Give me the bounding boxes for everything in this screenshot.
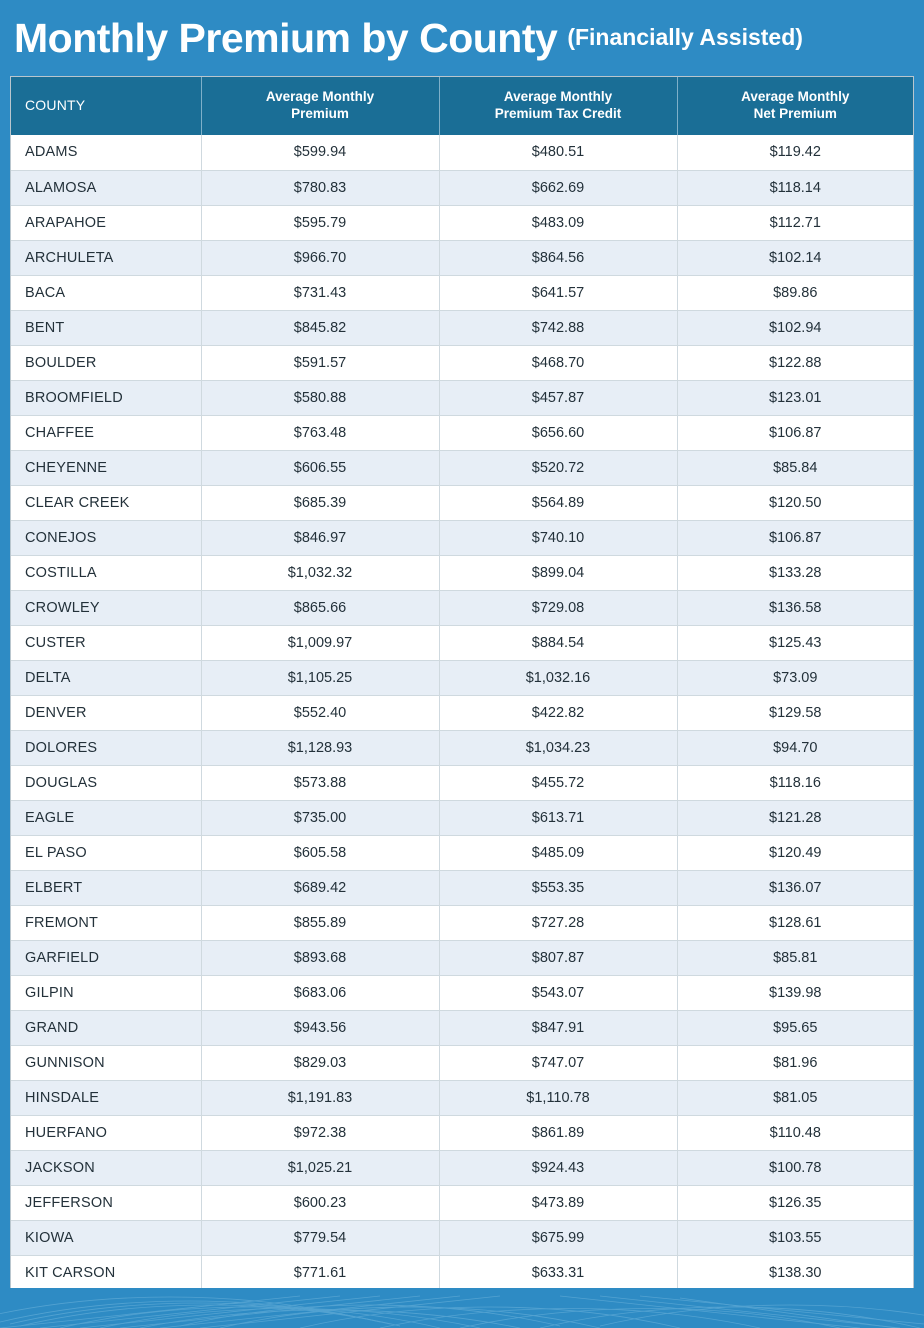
table-row — [11, 765, 913, 800]
cell-average-monthly-premium: $1,032.32 — [201, 555, 439, 590]
page-title: Monthly Premium by County — [14, 14, 558, 61]
cell-average-monthly-net-premium: $123.01 — [677, 380, 913, 415]
cell-average-monthly-premium-tax-credit: $485.09 — [439, 835, 677, 870]
cell-average-monthly-net-premium: $112.71 — [677, 205, 913, 240]
column-header-average-monthly-premium-tax-credit — [439, 77, 677, 135]
cell-average-monthly-premium: $735.00 — [201, 800, 439, 835]
cell-county: BACA — [11, 275, 201, 310]
cell-average-monthly-net-premium: $89.86 — [677, 275, 913, 310]
cell-average-monthly-premium: $591.57 — [201, 345, 439, 380]
table-row — [11, 660, 913, 695]
cell-average-monthly-premium-tax-credit: $899.04 — [439, 555, 677, 590]
cell-average-monthly-premium: $731.43 — [201, 275, 439, 310]
cell-county: ELBERT — [11, 870, 201, 905]
table-row — [11, 1115, 913, 1150]
cell-average-monthly-premium: $605.58 — [201, 835, 439, 870]
cell-county: ARAPAHOE — [11, 205, 201, 240]
cell-county: EL PASO — [11, 835, 201, 870]
table-row — [11, 940, 913, 975]
cell-average-monthly-premium: $600.23 — [201, 1185, 439, 1220]
cell-average-monthly-premium: $689.42 — [201, 870, 439, 905]
cell-average-monthly-net-premium: $119.42 — [677, 135, 913, 170]
cell-county: KIOWA — [11, 1220, 201, 1255]
cell-average-monthly-net-premium: $95.65 — [677, 1010, 913, 1045]
premium-table — [11, 77, 913, 1291]
cell-average-monthly-net-premium: $139.98 — [677, 975, 913, 1010]
table-row — [11, 240, 913, 275]
cell-average-monthly-premium: $829.03 — [201, 1045, 439, 1080]
footer-line-pattern — [0, 1288, 924, 1328]
cell-county: COSTILLA — [11, 555, 201, 590]
cell-average-monthly-premium: $855.89 — [201, 905, 439, 940]
cell-county: GARFIELD — [11, 940, 201, 975]
cell-average-monthly-premium-tax-credit: $807.87 — [439, 940, 677, 975]
table-row — [11, 135, 913, 170]
cell-county: DELTA — [11, 660, 201, 695]
cell-average-monthly-premium-tax-credit: $473.89 — [439, 1185, 677, 1220]
cell-average-monthly-net-premium: $120.50 — [677, 485, 913, 520]
cell-average-monthly-premium-tax-credit: $729.08 — [439, 590, 677, 625]
cell-average-monthly-premium-tax-credit: $543.07 — [439, 975, 677, 1010]
cell-average-monthly-net-premium: $136.58 — [677, 590, 913, 625]
cell-average-monthly-premium-tax-credit: $656.60 — [439, 415, 677, 450]
cell-average-monthly-premium: $845.82 — [201, 310, 439, 345]
cell-average-monthly-premium-tax-credit: $847.91 — [439, 1010, 677, 1045]
cell-average-monthly-premium: $972.38 — [201, 1115, 439, 1150]
cell-average-monthly-premium-tax-credit: $727.28 — [439, 905, 677, 940]
cell-average-monthly-premium-tax-credit: $483.09 — [439, 205, 677, 240]
cell-average-monthly-net-premium: $136.07 — [677, 870, 913, 905]
table-row — [11, 975, 913, 1010]
cell-average-monthly-premium: $779.54 — [201, 1220, 439, 1255]
column-header-line-2: Premium Tax Credit — [494, 106, 622, 121]
cell-average-monthly-net-premium: $106.87 — [677, 520, 913, 555]
table-row — [11, 555, 913, 590]
cell-county: ARCHULETA — [11, 240, 201, 275]
cell-average-monthly-net-premium: $133.28 — [677, 555, 913, 590]
cell-county: GILPIN — [11, 975, 201, 1010]
cell-average-monthly-net-premium: $81.96 — [677, 1045, 913, 1080]
table-body — [11, 135, 913, 1290]
cell-average-monthly-premium: $865.66 — [201, 590, 439, 625]
table-row — [11, 1220, 913, 1255]
page-title-banner — [0, 0, 924, 76]
cell-average-monthly-net-premium: $85.84 — [677, 450, 913, 485]
cell-average-monthly-premium: $683.06 — [201, 975, 439, 1010]
cell-average-monthly-net-premium: $138.30 — [677, 1255, 913, 1290]
table-row — [11, 415, 913, 450]
table-row — [11, 1045, 913, 1080]
cell-average-monthly-premium-tax-credit: $740.10 — [439, 520, 677, 555]
table-row — [11, 275, 913, 310]
cell-average-monthly-premium-tax-credit: $1,110.78 — [439, 1080, 677, 1115]
cell-county: GRAND — [11, 1010, 201, 1045]
column-header-line-1: Average Monthly — [265, 89, 375, 105]
cell-average-monthly-premium: $780.83 — [201, 170, 439, 205]
cell-average-monthly-premium: $1,105.25 — [201, 660, 439, 695]
table-row — [11, 1150, 913, 1185]
cell-average-monthly-premium-tax-credit: $468.70 — [439, 345, 677, 380]
cell-county: ALAMOSA — [11, 170, 201, 205]
cell-county: JEFFERSON — [11, 1185, 201, 1220]
table-row — [11, 520, 913, 555]
cell-average-monthly-premium: $595.79 — [201, 205, 439, 240]
cell-average-monthly-premium: $966.70 — [201, 240, 439, 275]
column-header-average-monthly-net-premium — [677, 77, 913, 135]
cell-average-monthly-premium-tax-credit: $564.89 — [439, 485, 677, 520]
cell-county: EAGLE — [11, 800, 201, 835]
cell-county: BOULDER — [11, 345, 201, 380]
cell-county: CUSTER — [11, 625, 201, 660]
cell-average-monthly-net-premium: $118.14 — [677, 170, 913, 205]
cell-average-monthly-premium-tax-credit: $553.35 — [439, 870, 677, 905]
cell-average-monthly-premium: $552.40 — [201, 695, 439, 730]
cell-county: CLEAR CREEK — [11, 485, 201, 520]
cell-average-monthly-net-premium: $106.87 — [677, 415, 913, 450]
table-row — [11, 310, 913, 345]
table-row — [11, 1010, 913, 1045]
cell-county: CHEYENNE — [11, 450, 201, 485]
cell-average-monthly-premium-tax-credit: $633.31 — [439, 1255, 677, 1290]
cell-average-monthly-net-premium: $126.35 — [677, 1185, 913, 1220]
cell-average-monthly-premium: $580.88 — [201, 380, 439, 415]
cell-county: GUNNISON — [11, 1045, 201, 1080]
cell-average-monthly-net-premium: $103.55 — [677, 1220, 913, 1255]
table-row — [11, 485, 913, 520]
premium-table-container — [10, 76, 914, 1291]
table-row — [11, 800, 913, 835]
cell-county: HUERFANO — [11, 1115, 201, 1150]
table-row — [11, 1255, 913, 1290]
cell-average-monthly-premium-tax-credit: $742.88 — [439, 310, 677, 345]
footer-decoration — [0, 1288, 924, 1328]
cell-county: FREMONT — [11, 905, 201, 940]
cell-average-monthly-premium-tax-credit: $613.71 — [439, 800, 677, 835]
cell-county: HINSDALE — [11, 1080, 201, 1115]
column-header-line-1: Average Monthly — [741, 89, 850, 105]
cell-average-monthly-net-premium: $129.58 — [677, 695, 913, 730]
cell-average-monthly-premium-tax-credit: $864.56 — [439, 240, 677, 275]
cell-average-monthly-net-premium: $128.61 — [677, 905, 913, 940]
cell-average-monthly-net-premium: $125.43 — [677, 625, 913, 660]
cell-average-monthly-premium-tax-credit: $662.69 — [439, 170, 677, 205]
column-header-county: COUNTY — [11, 77, 201, 135]
cell-average-monthly-premium: $685.39 — [201, 485, 439, 520]
cell-average-monthly-net-premium: $118.16 — [677, 765, 913, 800]
cell-average-monthly-premium: $943.56 — [201, 1010, 439, 1045]
cell-average-monthly-premium: $599.94 — [201, 135, 439, 170]
cell-average-monthly-premium-tax-credit: $747.07 — [439, 1045, 677, 1080]
cell-average-monthly-premium-tax-credit: $641.57 — [439, 275, 677, 310]
cell-average-monthly-premium-tax-credit: $675.99 — [439, 1220, 677, 1255]
cell-average-monthly-net-premium: $73.09 — [677, 660, 913, 695]
table-row — [11, 380, 913, 415]
cell-average-monthly-premium-tax-credit: $455.72 — [439, 765, 677, 800]
cell-average-monthly-net-premium: $102.14 — [677, 240, 913, 275]
cell-average-monthly-premium: $846.97 — [201, 520, 439, 555]
cell-average-monthly-premium: $763.48 — [201, 415, 439, 450]
table-row — [11, 590, 913, 625]
table-row — [11, 905, 913, 940]
cell-average-monthly-premium: $1,009.97 — [201, 625, 439, 660]
cell-average-monthly-net-premium: $120.49 — [677, 835, 913, 870]
table-header-row — [11, 77, 913, 135]
cell-average-monthly-premium: $1,191.83 — [201, 1080, 439, 1115]
table-row — [11, 450, 913, 485]
cell-average-monthly-net-premium: $100.78 — [677, 1150, 913, 1185]
table-row — [11, 1080, 913, 1115]
table-row — [11, 730, 913, 765]
cell-average-monthly-net-premium: $102.94 — [677, 310, 913, 345]
cell-county: DOUGLAS — [11, 765, 201, 800]
cell-average-monthly-premium-tax-credit: $1,034.23 — [439, 730, 677, 765]
cell-average-monthly-net-premium: $122.88 — [677, 345, 913, 380]
cell-average-monthly-premium: $893.68 — [201, 940, 439, 975]
cell-average-monthly-premium: $1,128.93 — [201, 730, 439, 765]
cell-average-monthly-premium-tax-credit: $457.87 — [439, 380, 677, 415]
table-row — [11, 625, 913, 660]
cell-average-monthly-net-premium: $85.81 — [677, 940, 913, 975]
column-header-line-2: Premium — [291, 106, 349, 121]
cell-county: BROOMFIELD — [11, 380, 201, 415]
cell-average-monthly-premium-tax-credit: $884.54 — [439, 625, 677, 660]
cell-average-monthly-premium-tax-credit: $924.43 — [439, 1150, 677, 1185]
cell-county: ADAMS — [11, 135, 201, 170]
cell-county: KIT CARSON — [11, 1255, 201, 1290]
cell-county: CONEJOS — [11, 520, 201, 555]
cell-average-monthly-net-premium: $121.28 — [677, 800, 913, 835]
table-row — [11, 170, 913, 205]
page-subtitle: (Financially Assisted) — [567, 23, 803, 50]
cell-average-monthly-premium-tax-credit: $422.82 — [439, 695, 677, 730]
cell-average-monthly-premium: $771.61 — [201, 1255, 439, 1290]
cell-county: DENVER — [11, 695, 201, 730]
cell-average-monthly-premium: $1,025.21 — [201, 1150, 439, 1185]
cell-county: BENT — [11, 310, 201, 345]
cell-average-monthly-net-premium: $81.05 — [677, 1080, 913, 1115]
table-row — [11, 345, 913, 380]
table-row — [11, 205, 913, 240]
column-header-average-monthly-premium — [201, 77, 439, 135]
table-row — [11, 870, 913, 905]
table-row — [11, 695, 913, 730]
cell-average-monthly-premium-tax-credit: $1,032.16 — [439, 660, 677, 695]
cell-average-monthly-premium-tax-credit: $480.51 — [439, 135, 677, 170]
cell-county: DOLORES — [11, 730, 201, 765]
cell-average-monthly-premium: $573.88 — [201, 765, 439, 800]
column-header-line-1: Average Monthly — [503, 89, 613, 105]
cell-average-monthly-premium: $606.55 — [201, 450, 439, 485]
cell-county: CROWLEY — [11, 590, 201, 625]
cell-average-monthly-premium-tax-credit: $861.89 — [439, 1115, 677, 1150]
table-row — [11, 835, 913, 870]
table-row — [11, 1185, 913, 1220]
cell-average-monthly-net-premium: $94.70 — [677, 730, 913, 765]
cell-average-monthly-net-premium: $110.48 — [677, 1115, 913, 1150]
cell-average-monthly-premium-tax-credit: $520.72 — [439, 450, 677, 485]
column-header-line-2: Net Premium — [753, 106, 837, 121]
cell-county: JACKSON — [11, 1150, 201, 1185]
cell-county: CHAFFEE — [11, 415, 201, 450]
table-header — [11, 77, 913, 135]
